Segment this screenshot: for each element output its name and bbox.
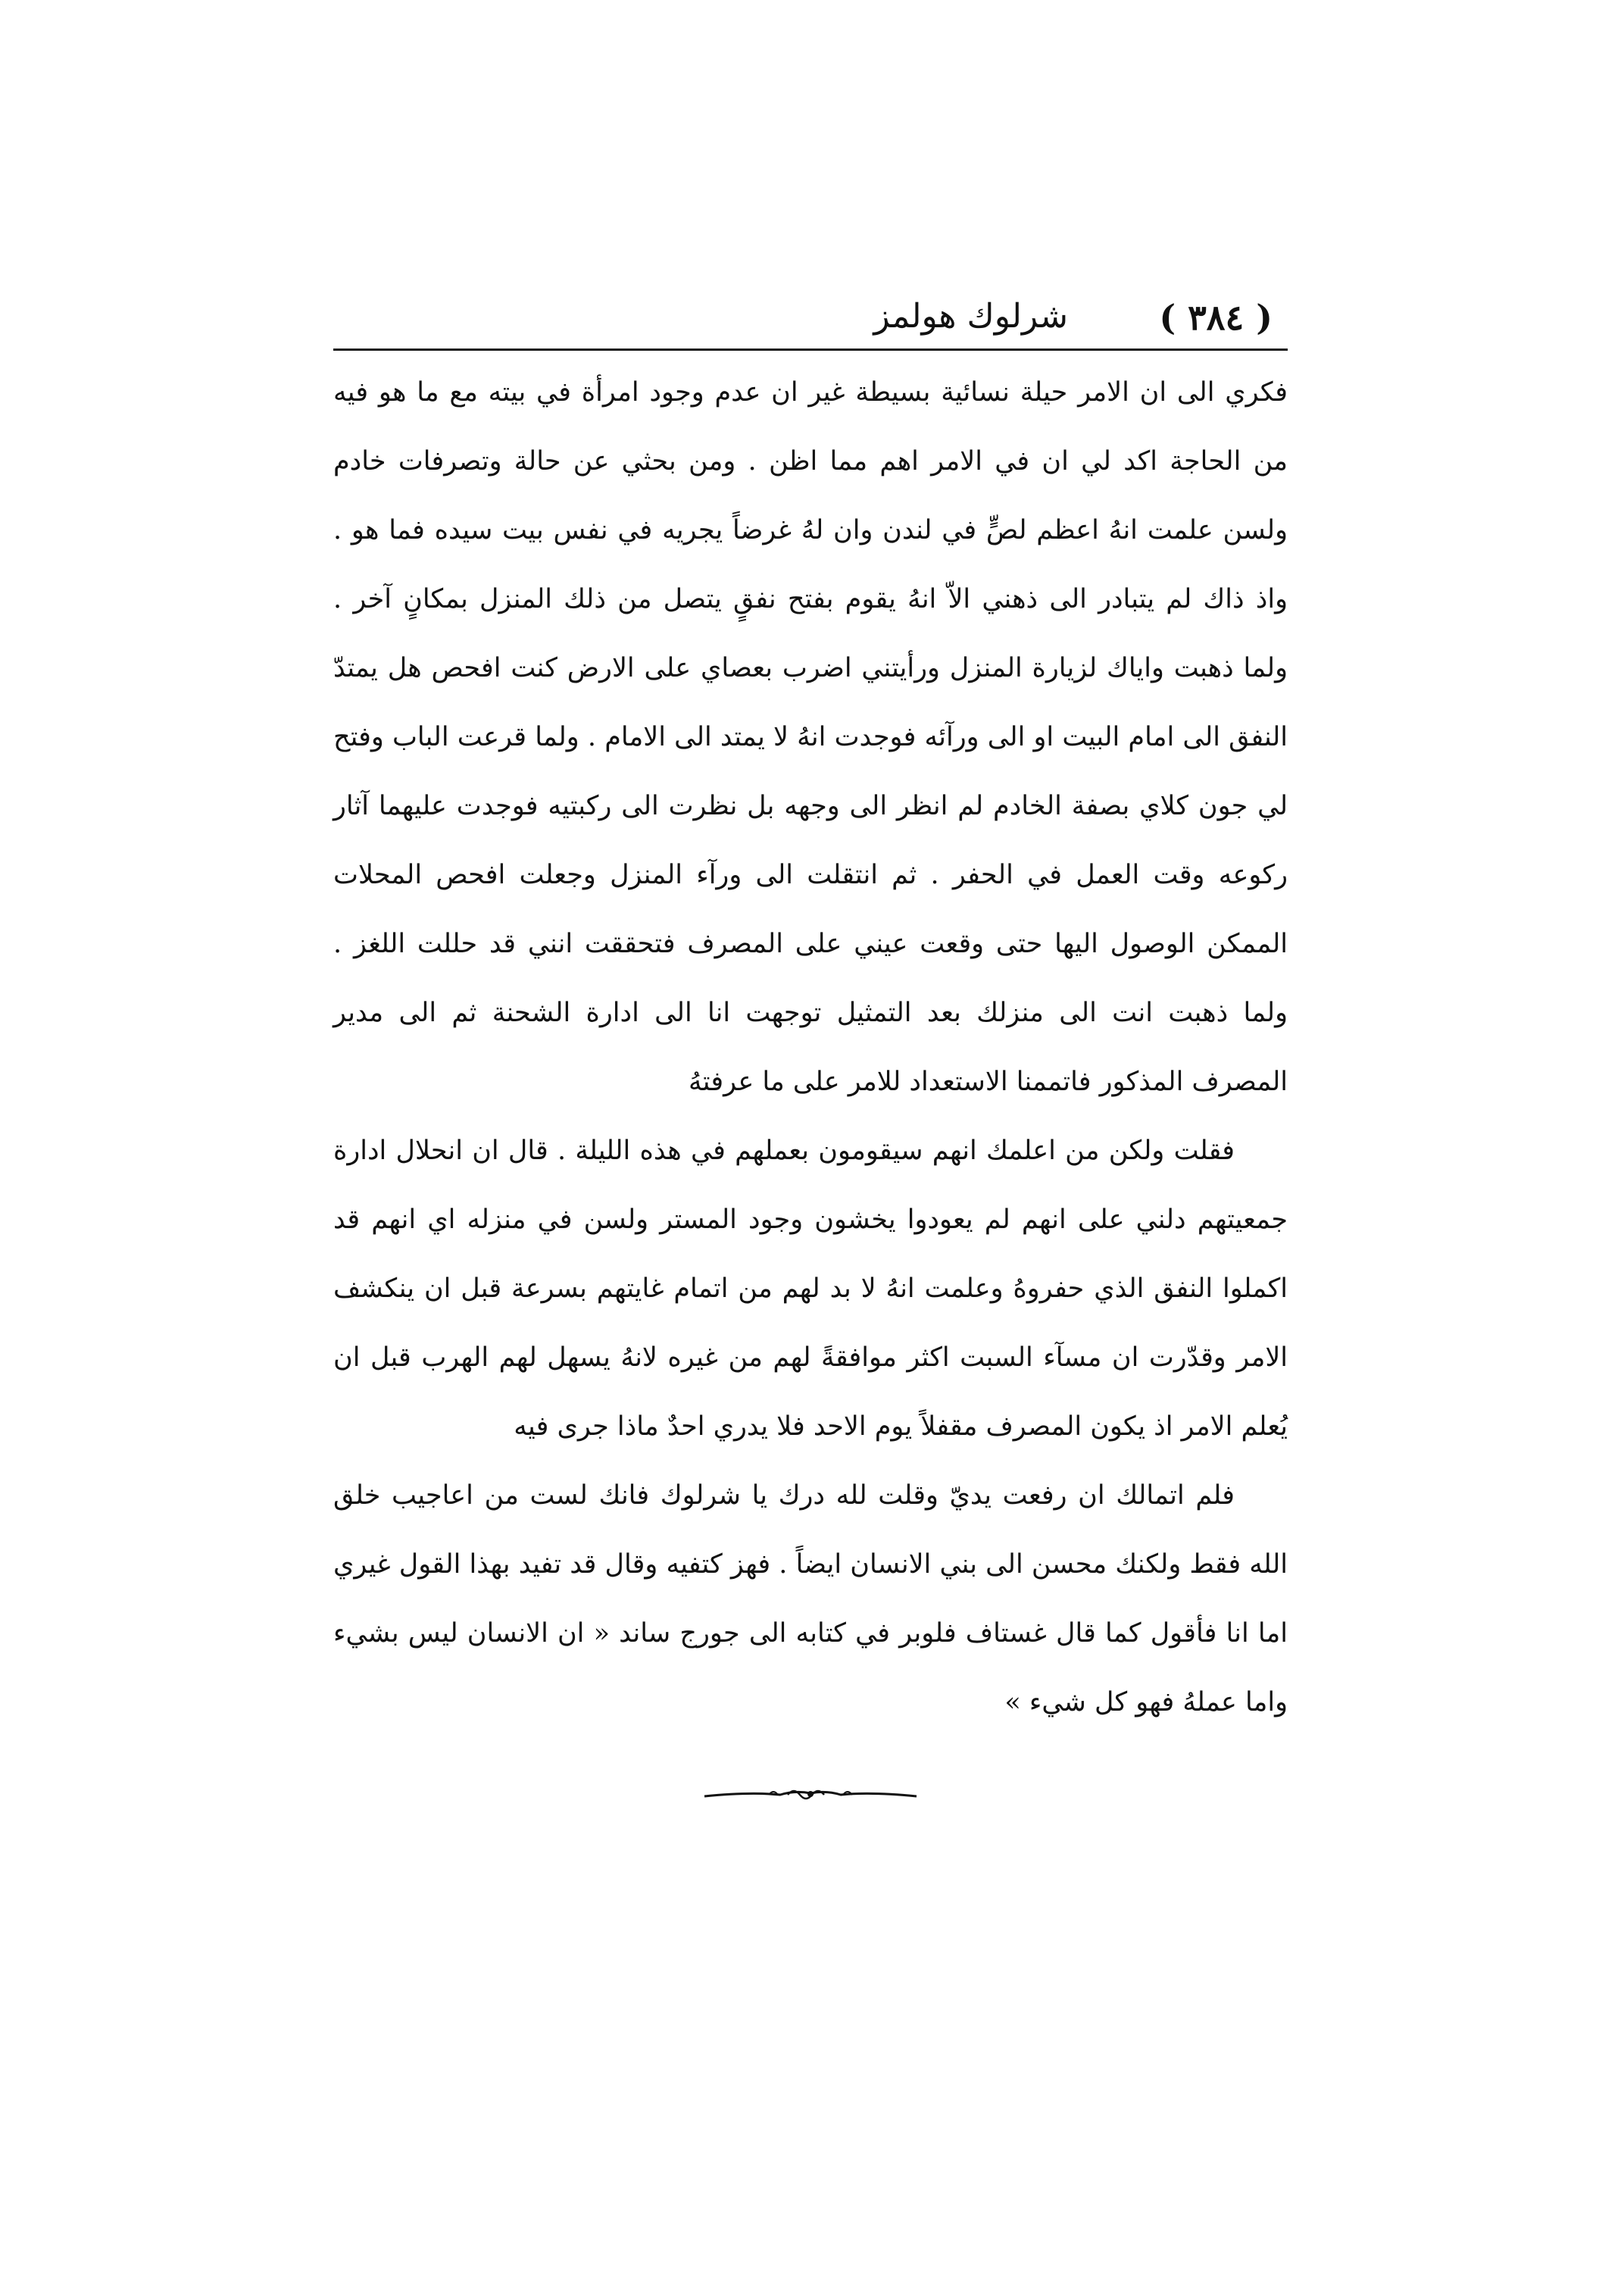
page-number: ( ٣٨٤ ) <box>1159 297 1273 338</box>
paragraph-1: فكري الى ان الامر حيلة نسائية بسيطة غير ان عدم وجود امرأة في بيته مع ما هو فيه من الحاجة اكد لي ان في الامر اهم مما اظن . ومن بحثي عن حالة وتصرفات خادم ولسن علمت انهُ اعظم لصٍّ في لندن وان لهُ غرضاً يجريه في نفس بيت سيده فما هو . واذ ذاك لم يتبادر الى ذهني الاّ انهُ يقوم بفتح نفقٍ يتصل من ذلك المنزل بمكانٍ آخر . ولما ذهبت واياك لزيارة المنزل ورأيتني اضرب بعصاي على الارض كنت افحص هل يمتدّ النفق الى امام البيت او الى ورآئه فوجدت انهُ لا يمتد الى الامام . ولما قرعت الباب وفتح لي جون كلاي بصفة الخادم لم انظر الى وجهه بل نظرت الى ركبتيه فوجدت عليهما آثار ركوعه وقت العمل في الحفر . ثم انتقلت الى ورآء المنزل وجعلت افحص المحلات الممكن الوصول اليها حتى وقعت عيني على المصرف فتحققت انني قد حللت اللغز . ولما ذهبت انت الى منزلك بعد التمثيل توجهت انا الى ادارة الشحنة ثم الى مدير المصرف المذكور فاتممنا الاستعداد للامر على ما عرفتهُ <box>333 377 1288 1097</box>
paragraph-2: فقلت ولكن من اعلمك انهم سيقومون بعملهم في هذه الليلة . قال ان انحلال ادارة جمعيتهم دلني على انهم لم يعودوا يخشون وجود المستر ولسن في منزله اي انهم قد اكملوا النفق الذي حفروهُ وعلمت انهُ لا بد لهم من اتمام غايتهم بسرعة قبل ان ينكشف الامر وقدّرت ان مسآء السبت اكثر موافقةً لهم من غيره لانهُ يسهل لهم الهرب قبل ان يُعلم الامر اذ يكون المصرف مقفلاً يوم الاحد فلا يدري احدٌ ماذا جرى فيه <box>333 1136 1288 1442</box>
book-title: شرلوك هولمز <box>873 297 1068 336</box>
running-header <box>333 288 1288 351</box>
paragraph-3: فلم اتمالك ان رفعت يديّ وقلت لله درك يا شرلوك فانك لست من اعاجيب خلق الله فقط ولكنك محسن الى بني الانسان ايضاً . فهز كتفيه وقال قد تفيد بهذا القول غيري اما انا فأقول كما قال غستاف فلوبر في كتابه الى جورج ساند « ان الانسان ليس بشيء واما عملهُ فهو كل شيء » <box>333 1480 1288 1717</box>
book-page <box>333 288 1288 1810</box>
body-text <box>333 358 1288 1737</box>
ornament-divider-icon <box>697 1780 924 1810</box>
